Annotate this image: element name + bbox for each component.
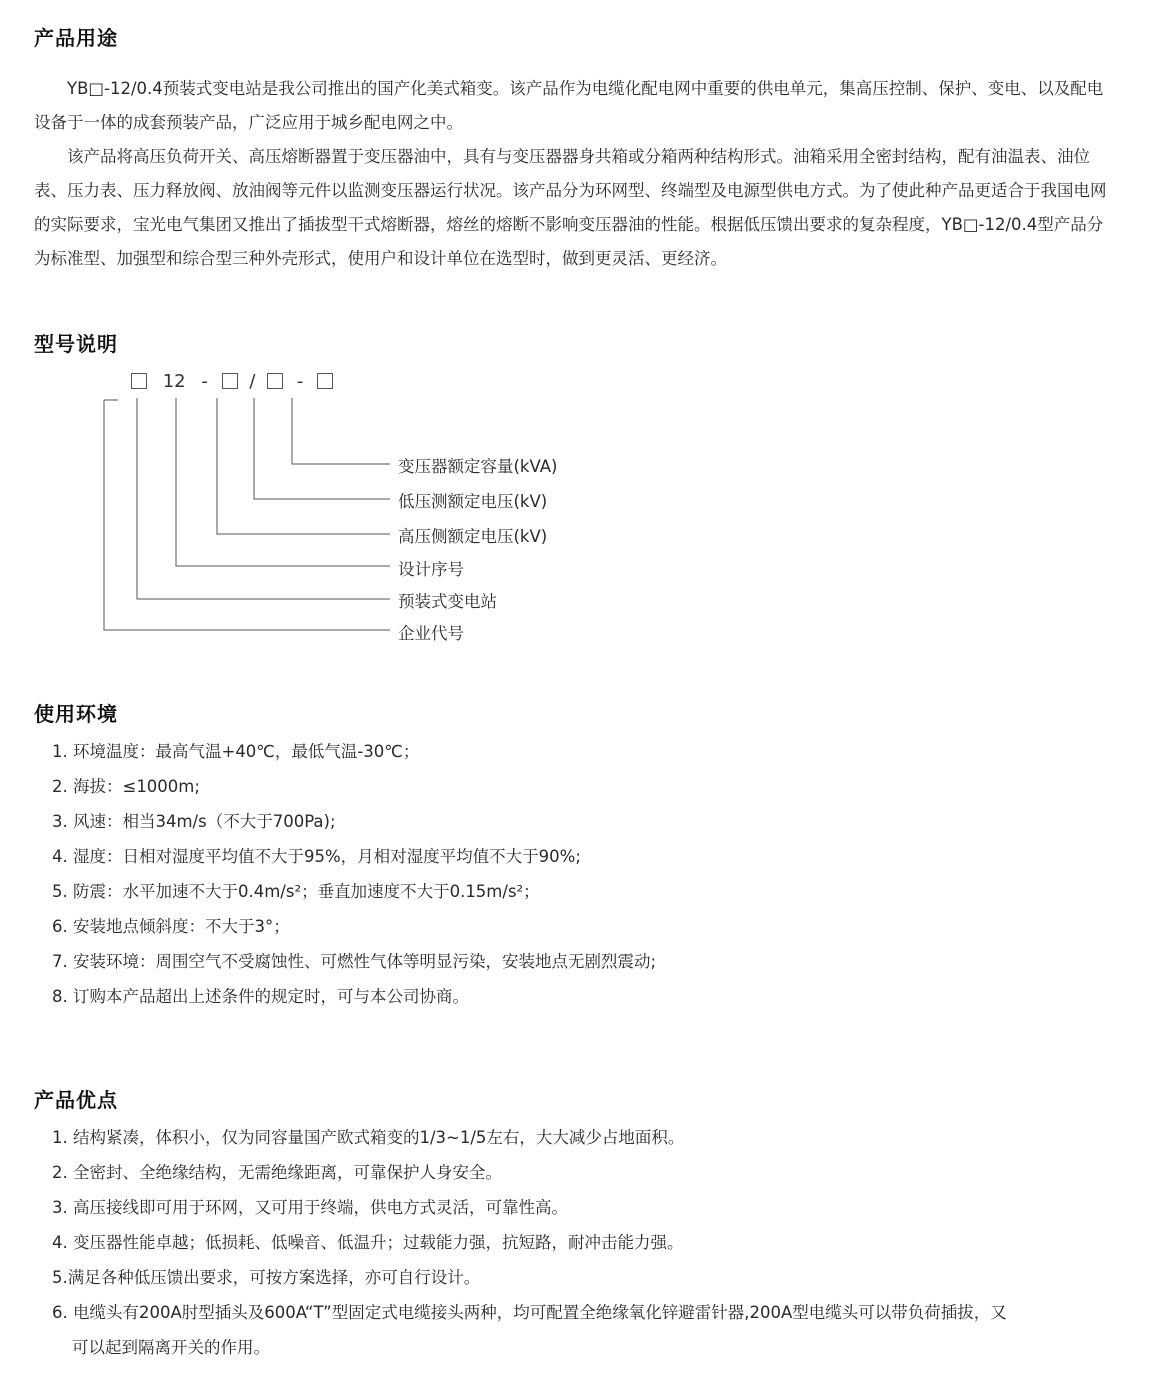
list-item: 7. 安装环境：周围空气不受腐蚀性、可燃性气体等明显污染，安装地点无剧烈震动; (52, 952, 657, 971)
label-prefab-substation: 预装式变电站 (398, 592, 497, 611)
label-hv-voltage: 高压侧额定电压(kV) (398, 527, 548, 546)
leader-line-hv (217, 398, 390, 534)
list-item: 4. 湿度：日相对湿度平均值不大于95%，月相对湿度平均值不大于90%; (52, 847, 581, 866)
code-dash: - (296, 370, 304, 392)
code-number: 12 (162, 370, 186, 392)
leader-line-lv (254, 398, 390, 499)
label-enterprise-code: 企业代号 (398, 624, 464, 643)
section-heading-advantages: 产品优点 (34, 1088, 118, 1112)
list-item: 3. 高压接线即可用于环网，又可用于终端，供电方式灵活，可靠性高。 (52, 1198, 568, 1217)
advantages-list (52, 1120, 1082, 1365)
list-item: 3. 风速：相当34m/s（不大于700Pa); (52, 812, 336, 831)
list-item: 4. 变压器性能卓越；低损耗、低噪音、低温升；过载能力强，抗短路，耐冲击能力强。 (52, 1233, 684, 1252)
list-item: 5.满足各种低压馈出要求，可按方案选择，亦可自行设计。 (52, 1268, 481, 1287)
list-item: 5. 防震：水平加速不大于0.4m/s²；垂直加速度不大于0.15m/s²； (52, 882, 540, 901)
usage-paragraphs (34, 72, 1114, 276)
list-item-line: 6. 电缆头有200A肘型插头及600A“T”型固定式电缆接头两种，均可配置全绝缘氧化锌避雷针器,200A型电缆头可以带负荷插拔，又 (52, 1303, 1007, 1322)
list-item: 2. 海拔：≤1000m; (52, 777, 200, 796)
list-item (52, 1295, 1082, 1365)
leader-line-enterprise (104, 400, 390, 630)
usage-paragraph-1: YB□-12/0.4预装式变电站是我公司推出的国产化美式箱变。该产品作为电缆化配电网中重要的供电单元，集高压控制、保护、变电、以及配电设备于一体的成套预装产品，广泛应用于城乡配电网之中。 (34, 79, 1104, 132)
label-design-number: 设计序号 (398, 560, 464, 579)
code-dash: - (201, 370, 208, 392)
list-item: 1. 结构紧凑，体积小，仅为同容量国产欧式箱变的1/3~1/5左右，大大减少占地面积。 (52, 1128, 685, 1147)
list-item: 8. 订购本产品超出上述条件的规定时，可与本公司协商。 (52, 987, 469, 1006)
section-heading-model: 型号说明 (34, 332, 118, 356)
section-heading-environment: 使用环境 (34, 702, 118, 726)
section-heading-usage: 产品用途 (34, 26, 118, 50)
leader-lines (0, 360, 700, 650)
list-item-line: 可以起到隔离开关的作用。 (72, 1338, 270, 1357)
list-item: 2. 全密封、全绝缘结构，无需绝缘距离，可靠保护人身安全。 (52, 1163, 502, 1182)
leader-line-design (176, 398, 390, 566)
environment-list (52, 734, 656, 1014)
list-item: 6. 安装地点倾斜度：不大于3°； (52, 917, 290, 936)
label-lv-voltage: 低压测额定电压(kV) (398, 492, 548, 511)
list-item: 1. 环境温度：最高气温+40℃，最低气温-30℃； (52, 742, 420, 761)
usage-paragraph-2: 该产品将高压负荷开关、高压熔断器置于变压器油中，具有与变压器器身共箱或分箱两种结构形式。油箱采用全密封结构，配有油温表、油位表、压力表、压力释放阀、放油阀等元件以监测变压器运行状况。该产品分为环网型、终端型及电源型供电方式。为了使此种产品更适合于我国电网的实际要求，宝光电气集团又推出了插拔型干式熔断器，熔丝的熔断不影响变压器油的性能。根据低压馈出要求的复杂程度，YB□-12/0.4型产品分为标准型、加强型和综合型三种外壳形式，使用户和设计单位在选型时，做到更灵活、更经济。 (34, 147, 1107, 268)
code-slash: / (249, 370, 256, 392)
label-capacity: 变压器额定容量(kVA) (398, 457, 558, 476)
model-code-diagram (0, 360, 700, 650)
leader-line-capacity (292, 398, 390, 464)
